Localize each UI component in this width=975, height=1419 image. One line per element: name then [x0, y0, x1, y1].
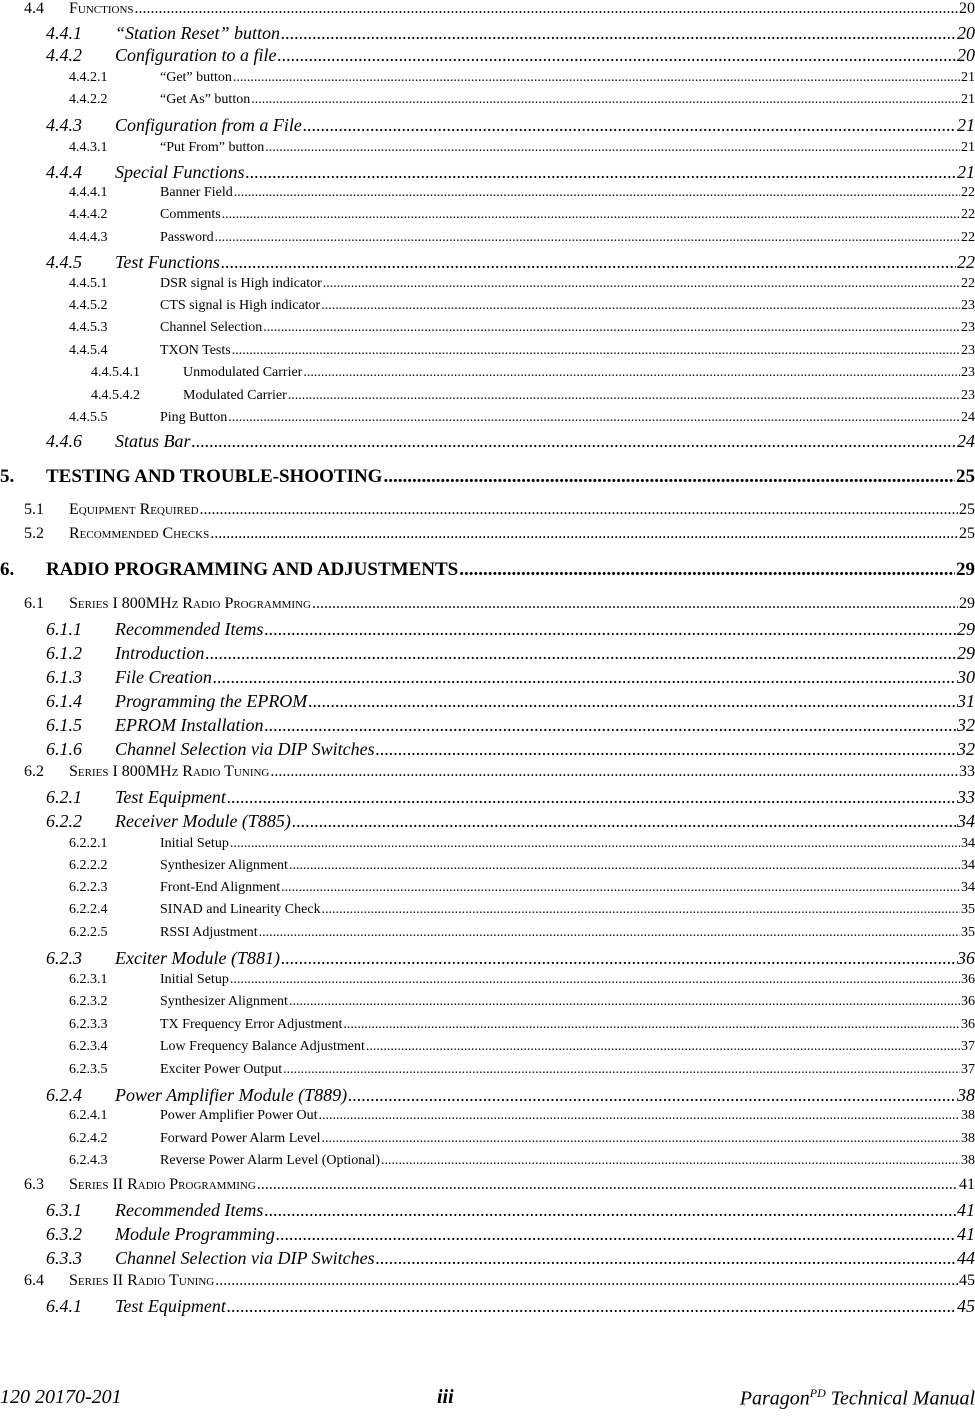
dot-leader: [200, 501, 958, 519]
dot-leader: [322, 902, 960, 918]
page-number: iii: [437, 1386, 454, 1408]
toc-number: 6.1.2: [46, 643, 82, 663]
dot-leader: [276, 1224, 956, 1245]
toc-number: 6.2.2: [46, 811, 82, 831]
toc-page-number: 23: [961, 388, 975, 403]
toc-title: Exciter Module (T881): [115, 948, 280, 968]
dot-leader: [288, 388, 960, 404]
toc-title: TXON Tests: [160, 343, 231, 358]
toc-number: 4.4.5.1: [69, 276, 108, 291]
toc-page-number: 36: [961, 972, 975, 987]
document-number: 120 20170-201: [0, 1386, 122, 1408]
dot-leader: [366, 1039, 960, 1055]
dot-leader: [264, 619, 956, 640]
toc-title: Test Equipment: [115, 1296, 226, 1316]
toc-page-number: 36: [957, 948, 975, 968]
toc-entry[interactable]: [69, 994, 975, 1014]
toc-title: Special Functions: [115, 162, 245, 182]
dot-leader: [312, 595, 958, 613]
dot-leader: [383, 466, 955, 488]
dot-leader: [228, 410, 960, 426]
dot-leader: [265, 140, 960, 156]
toc-entry[interactable]: [46, 619, 975, 643]
toc-entry[interactable]: [46, 115, 975, 139]
toc-number: 6.2.4.2: [69, 1131, 108, 1146]
toc-title: Series I 800MHz Radio Programming: [69, 595, 311, 612]
toc-page-number: 33: [959, 763, 975, 780]
toc-page-number: 34: [961, 858, 975, 873]
dot-leader: [213, 667, 956, 688]
toc-title: Test Equipment: [115, 787, 226, 807]
manual-name: Paragon: [739, 1387, 810, 1410]
toc-title: Receiver Module (T885): [115, 811, 291, 831]
manual-title: [740, 1386, 975, 1411]
toc-title: Configuration from a File: [115, 115, 302, 135]
toc-number: 6.3.1: [46, 1200, 82, 1220]
toc-number: 6.2.2.1: [69, 836, 108, 851]
toc-entry[interactable]: [69, 1017, 975, 1037]
toc-entry[interactable]: [24, 595, 975, 617]
dot-leader: [289, 858, 960, 874]
dot-leader: [245, 162, 956, 183]
toc-page-number: 22: [961, 207, 975, 222]
toc-page-number: 32: [957, 715, 975, 735]
toc-number: 6.2.2.2: [69, 858, 108, 873]
toc-number: 6.2.3.4: [69, 1039, 108, 1054]
toc-title: Configuration to a file: [115, 45, 277, 65]
toc-number: 6.1.3: [46, 667, 82, 687]
toc-number: 6.2.2.5: [69, 925, 108, 940]
toc-page-number: 35: [961, 902, 975, 917]
toc-entry[interactable]: [69, 276, 975, 296]
toc-entry[interactable]: [69, 343, 975, 363]
toc-title: Equipment Required: [69, 501, 199, 518]
toc-entry[interactable]: [69, 207, 975, 227]
toc-page-number: 29: [959, 595, 975, 612]
toc-number: 6.2: [24, 763, 44, 780]
toc-number: 6.2.3: [46, 948, 82, 968]
toc-page-number: 20: [957, 45, 975, 65]
toc-number: 5.2: [24, 525, 44, 542]
toc-page-number: 21: [957, 162, 975, 182]
toc-title: Channel Selection via DIP Switches: [115, 1248, 375, 1268]
toc-entry[interactable]: [46, 1085, 975, 1109]
toc-number: 6.: [0, 559, 15, 580]
manual-suffix: Technical Manual: [825, 1387, 975, 1410]
dot-leader: [283, 1062, 960, 1078]
toc-page-number: 32: [957, 739, 975, 759]
toc-title: Module Programming: [115, 1224, 275, 1244]
toc-title: Recommended Checks: [69, 525, 210, 542]
toc-entry[interactable]: [69, 92, 975, 112]
dot-leader: [281, 948, 956, 969]
toc-title: Power Amplifier Power Out: [160, 1108, 318, 1123]
toc-number: 4.4.3.1: [69, 140, 108, 155]
toc-number: 6.2.3.5: [69, 1062, 108, 1077]
toc-page-number: 22: [961, 230, 975, 245]
toc-page-number: 22: [961, 276, 975, 291]
toc-entry[interactable]: [91, 388, 975, 408]
toc-title: Introduction: [115, 643, 205, 663]
toc-page-number: 29: [957, 619, 975, 639]
toc-page-number: 33: [957, 787, 975, 807]
toc-entry[interactable]: [46, 643, 975, 667]
toc-number: 4.4: [24, 0, 44, 17]
toc-page-number: 37: [961, 1062, 975, 1077]
toc-entry[interactable]: [46, 948, 975, 972]
dot-leader: [376, 1248, 956, 1269]
dot-leader: [303, 365, 960, 381]
toc-number: 6.2.3.1: [69, 972, 108, 987]
toc-entry[interactable]: [46, 739, 975, 763]
toc-page-number: 21: [961, 92, 975, 107]
dot-leader: [221, 252, 956, 273]
toc-number: 5.: [0, 466, 15, 487]
toc-number: 6.3.3: [46, 1248, 82, 1268]
dot-leader: [227, 787, 956, 808]
toc-page-number: 22: [957, 252, 975, 272]
toc-entry[interactable]: [69, 1153, 975, 1173]
toc-title: Modulated Carrier: [183, 388, 287, 403]
toc-entry[interactable]: [46, 252, 975, 276]
toc-title: Unmodulated Carrier: [183, 365, 303, 380]
dot-leader: [318, 1108, 960, 1124]
toc-page-number: 38: [961, 1153, 975, 1168]
dot-leader: [343, 1017, 960, 1033]
dot-leader: [459, 559, 955, 581]
dot-leader: [210, 525, 958, 543]
toc-entry[interactable]: [46, 1296, 975, 1320]
dot-leader: [230, 972, 960, 988]
toc-title: Synthesizer Alignment: [160, 994, 288, 1009]
dot-leader: [278, 45, 956, 66]
dot-leader: [205, 643, 956, 664]
toc-entry[interactable]: [69, 1131, 975, 1151]
toc-number: 4.4.2: [46, 45, 82, 65]
toc-number: 6.2.4.1: [69, 1108, 108, 1123]
dot-leader: [234, 185, 960, 201]
toc-number: 4.4.5: [46, 252, 82, 272]
toc-title: Status Bar: [115, 431, 191, 451]
toc-title: “Get As” button: [160, 92, 251, 107]
toc-number: 4.4.5.2: [69, 298, 108, 313]
toc-title: RSSI Adjustment: [160, 925, 258, 940]
dot-leader: [259, 925, 960, 941]
toc-number: 6.2.2.3: [69, 880, 108, 895]
toc-title: Exciter Power Output: [160, 1062, 283, 1077]
toc-title: Series II Radio Programming: [69, 1176, 256, 1193]
toc-number: 4.4.2.1: [69, 70, 108, 85]
toc-title: “Get” button: [160, 70, 232, 85]
toc-page-number: 23: [961, 320, 975, 335]
dot-leader: [270, 763, 958, 781]
toc-page-number: 34: [957, 811, 975, 831]
toc-title: Channel Selection via DIP Switches: [115, 739, 375, 759]
toc-number: 6.1.6: [46, 739, 82, 759]
dot-leader: [215, 230, 960, 246]
toc-title: TESTING AND TROUBLE-SHOOTING: [46, 466, 383, 487]
toc-page-number: 38: [961, 1108, 975, 1123]
dot-leader: [257, 1176, 958, 1194]
toc-title: Front-End Alignment: [160, 880, 281, 895]
dot-leader: [227, 1296, 956, 1317]
toc-page-number: 22: [961, 185, 975, 200]
toc-number: 6.1.1: [46, 619, 82, 639]
toc-number: 4.4.5.4.2: [91, 388, 140, 403]
toc-entry[interactable]: [69, 140, 975, 160]
toc-number: 4.4.4.3: [69, 230, 108, 245]
toc-page-number: 24: [961, 410, 975, 425]
toc-entry[interactable]: [46, 1248, 975, 1272]
toc-page-number: 41: [959, 1176, 975, 1193]
toc-title: Recommended Items: [115, 1200, 264, 1220]
toc-entry[interactable]: [69, 1039, 975, 1059]
dot-leader: [215, 1272, 958, 1290]
toc-number: 4.4.5.4: [69, 343, 108, 358]
dot-leader: [322, 1131, 960, 1147]
toc-entry[interactable]: [69, 902, 975, 922]
toc-page-number: 29: [956, 559, 975, 580]
toc-number: 6.3.2: [46, 1224, 82, 1244]
toc-entry[interactable]: [69, 836, 975, 856]
dot-leader: [230, 836, 960, 852]
toc-entry[interactable]: [46, 162, 975, 186]
manual-superscript: PD: [809, 1386, 826, 1400]
toc-number: 6.2.3.3: [69, 1017, 108, 1032]
toc-title: Initial Setup: [160, 836, 229, 851]
toc-entry[interactable]: [24, 763, 975, 785]
toc-title: Series I 800MHz Radio Tuning: [69, 763, 270, 780]
toc-entry[interactable]: [69, 858, 975, 878]
toc-chapter[interactable]: [0, 559, 975, 587]
toc-number: 4.4.2.2: [69, 92, 108, 107]
toc-page-number: 21: [961, 140, 975, 155]
dot-leader: [251, 92, 960, 108]
toc-page-number: 21: [961, 70, 975, 85]
toc-number: 6.2.4.3: [69, 1153, 108, 1168]
toc-page-number: 35: [961, 925, 975, 940]
toc-page-number: 31: [957, 691, 975, 711]
toc-entry[interactable]: [69, 185, 975, 205]
toc-number: 4.4.4.2: [69, 207, 108, 222]
toc-title: Reverse Power Alarm Level (Optional): [160, 1153, 381, 1168]
toc-title: Ping Button: [160, 410, 228, 425]
dot-leader: [263, 320, 960, 336]
toc-number: 4.4.4: [46, 162, 82, 182]
toc-page-number: 23: [961, 298, 975, 313]
toc-entry[interactable]: [69, 880, 975, 900]
toc-title: Low Frequency Balance Adjustment: [160, 1039, 365, 1054]
toc-title: Power Amplifier Module (T889): [115, 1085, 348, 1105]
toc-entry[interactable]: [46, 667, 975, 691]
dot-leader: [281, 23, 956, 44]
toc-title: Test Functions: [115, 252, 220, 272]
toc-page-number: 41: [957, 1200, 975, 1220]
dot-leader: [303, 115, 956, 136]
toc-entry[interactable]: [46, 431, 975, 455]
toc-page-number: 36: [961, 994, 975, 1009]
toc-page-number: 41: [957, 1224, 975, 1244]
toc-title: Synthesizer Alignment: [160, 858, 288, 873]
toc-entry[interactable]: [46, 715, 975, 739]
toc-title: Banner Field: [160, 185, 233, 200]
toc-page-number: 45: [959, 1272, 975, 1289]
toc-entry[interactable]: [46, 1200, 975, 1224]
toc-number: 4.4.1: [46, 23, 82, 43]
toc-title: SINAD and Linearity Check: [160, 902, 321, 917]
dot-leader: [321, 298, 960, 314]
toc-entry[interactable]: [46, 23, 975, 47]
toc-number: 6.1.4: [46, 691, 82, 711]
dot-leader: [381, 1153, 960, 1169]
toc-entry[interactable]: [24, 1272, 975, 1294]
toc-number: 4.4.5.3: [69, 320, 108, 335]
toc-page-number: 21: [957, 115, 975, 135]
toc-entry[interactable]: [69, 1062, 975, 1082]
toc-entry[interactable]: [69, 230, 975, 250]
toc-page-number: 23: [961, 365, 975, 380]
toc-entry[interactable]: [24, 525, 975, 547]
toc-number: 6.2.3.2: [69, 994, 108, 1009]
toc-title: Programming the EPROM: [115, 691, 308, 711]
toc-title: TX Frequency Error Adjustment: [160, 1017, 343, 1032]
toc-number: 4.4.5.4.1: [91, 365, 140, 380]
toc-title: File Creation: [115, 667, 212, 687]
toc-number: 5.1: [24, 501, 44, 518]
toc-title: Forward Power Alarm Level: [160, 1131, 321, 1146]
toc-entry[interactable]: [24, 1176, 975, 1198]
toc-number: 6.2.4: [46, 1085, 82, 1105]
toc-title: CTS signal is High indicator: [160, 298, 321, 313]
toc-page-number: 34: [961, 880, 975, 895]
toc-entry[interactable]: [46, 787, 975, 811]
toc-page-number: 23: [961, 343, 975, 358]
toc-page-number: 25: [959, 525, 975, 542]
toc-title: “Station Reset” button: [115, 23, 281, 43]
dot-leader: [264, 1200, 956, 1221]
dot-leader: [323, 276, 960, 292]
toc-entry[interactable]: [24, 501, 975, 523]
toc-number: 6.2.1: [46, 787, 82, 807]
toc-title: “Put From” button: [160, 140, 265, 155]
dot-leader: [264, 715, 956, 736]
dot-leader: [348, 1085, 956, 1106]
toc-chapter[interactable]: [0, 466, 975, 494]
toc-entry[interactable]: [46, 45, 975, 69]
toc-page-number: 25: [956, 466, 975, 487]
toc-number: 4.4.6: [46, 431, 82, 451]
dot-leader: [192, 431, 956, 452]
toc-entry[interactable]: [69, 410, 975, 430]
toc-entry[interactable]: [69, 298, 975, 318]
toc-number: 4.4.5.5: [69, 410, 108, 425]
toc-entry[interactable]: [69, 70, 975, 90]
toc-page-number: 30: [957, 667, 975, 687]
dot-leader: [292, 811, 956, 832]
toc-entry[interactable]: [69, 1108, 975, 1128]
toc-title: DSR signal is High indicator: [160, 276, 322, 291]
toc-page-number: 25: [959, 501, 975, 518]
toc-page-number: 45: [957, 1296, 975, 1316]
toc-entry[interactable]: [69, 925, 975, 945]
toc-title: Recommended Items: [115, 619, 264, 639]
dot-leader: [135, 0, 958, 18]
dot-leader: [308, 691, 956, 712]
toc-number: 6.1.5: [46, 715, 82, 735]
toc-page-number: 20: [957, 23, 975, 43]
toc-entry[interactable]: [69, 320, 975, 340]
dot-leader: [289, 994, 960, 1010]
toc-page-number: 38: [957, 1085, 975, 1105]
toc-number: 6.1: [24, 595, 44, 612]
toc-entry[interactable]: [91, 365, 975, 385]
dot-leader: [222, 207, 960, 223]
toc-page-number: 38: [961, 1131, 975, 1146]
toc-title: Series II Radio Tuning: [69, 1272, 215, 1289]
toc-page-number: 29: [957, 643, 975, 663]
toc-number: 4.4.4.1: [69, 185, 108, 200]
toc-entry[interactable]: [46, 691, 975, 715]
toc-number: 6.4.1: [46, 1296, 82, 1316]
toc-title: Channel Selection: [160, 320, 263, 335]
toc-entry[interactable]: [24, 0, 975, 22]
toc-title: Password: [160, 230, 214, 245]
toc-title: Comments: [160, 207, 221, 222]
toc-title: Initial Setup: [160, 972, 229, 987]
toc-entry[interactable]: [69, 972, 975, 992]
toc-entry[interactable]: [46, 811, 975, 835]
toc-page-number: 34: [961, 836, 975, 851]
toc-page-number: 20: [959, 0, 975, 17]
dot-leader: [232, 343, 960, 359]
toc-title: RADIO PROGRAMMING AND ADJUSTMENTS: [46, 559, 459, 580]
toc-entry[interactable]: [46, 1224, 975, 1248]
toc-number: 4.4.3: [46, 115, 82, 135]
dot-leader: [233, 70, 960, 86]
toc-number: 6.3: [24, 1176, 44, 1193]
toc-page-number: 37: [961, 1039, 975, 1054]
toc-page-number: 36: [961, 1017, 975, 1032]
toc-title: EPROM Installation: [115, 715, 264, 735]
toc-number: 6.2.2.4: [69, 902, 108, 917]
dot-leader: [376, 739, 956, 760]
toc-page-number: 44: [957, 1248, 975, 1268]
dot-leader: [281, 880, 960, 896]
page-footer: [0, 1376, 975, 1416]
toc-title: Functions: [69, 0, 134, 17]
toc-page-number: 24: [957, 431, 975, 451]
toc-number: 6.4: [24, 1272, 44, 1289]
